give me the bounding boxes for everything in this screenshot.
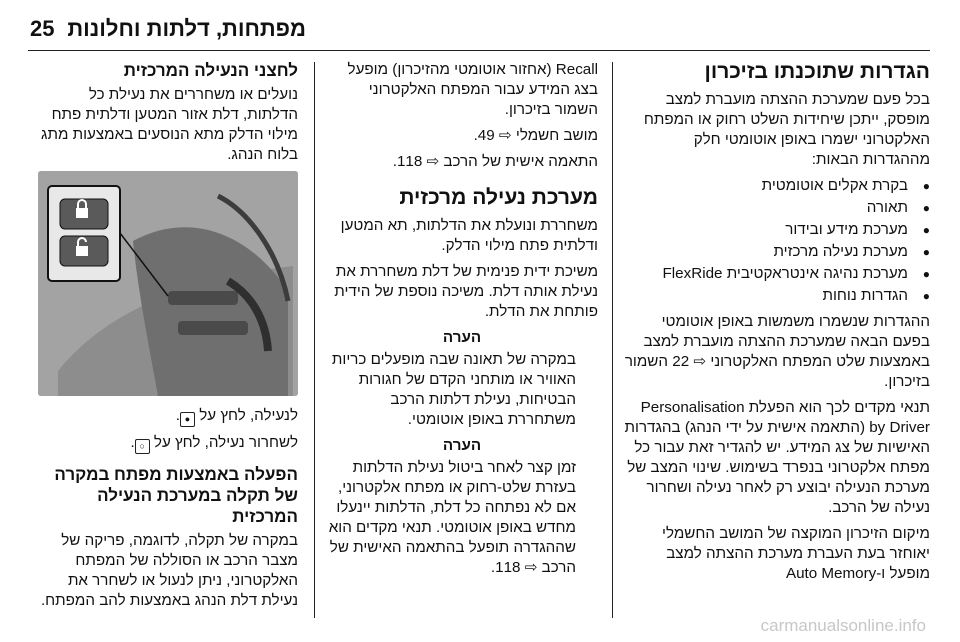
list-item: ● תאורה	[624, 198, 930, 218]
paragraph: במקרה של תקלה, לדוגמה, פריקה של מצבר הרכב או הסוללה של המפתח האלקטרוני, ניתן לנעול או לשחרר את נעילת דלת הנהג באמצעות להב המפתח.	[40, 532, 298, 609]
note-text: זמן קצר לאחר ביטול נעילת הדלתות בעזרת שלט-רחוק או מפתח אלקטרוני, אם לא נפתחה כל דלת, הדלתות יינעלו מחדש באופן אוטומטי. תנאי מקדים הוא שההגדרה תופעל בהתאמה האישית של הרכב ⇨ 118.	[328, 459, 576, 576]
paragraph: נועלים או משחררים את נעילת כל הדלתות, דלת אזור המטען ודלתית פתח מילוי הדלק מתא הנוסעים באמצעות מתג בלוח הנהג.	[41, 86, 298, 163]
unlock-icon: ○	[135, 439, 150, 454]
section-heading-central-locking: מערכת נעילה מרכזית	[399, 186, 598, 209]
column-stored-settings	[624, 60, 930, 590]
section-heading-locking-buttons: לחצני הנעילה המרכזית	[123, 61, 298, 80]
list-item: ● מערכת נהיגה אינטראקטיבית FlexRide	[624, 264, 930, 284]
section-heading-key-operation: הפעלה באמצעות מפתח במקרה של תקלה במערכת הנעילה המרכזית	[54, 465, 298, 526]
note-title: הערה	[442, 437, 482, 454]
column-central-locking	[326, 60, 598, 584]
column-locking-buttons	[30, 60, 298, 617]
door-panel-drawing	[38, 171, 298, 396]
paragraph: בכל פעם שמערכת ההצתה מועברת למצב מופסק, ייתכן שיחידות השלט רחוק או המפתח האלקטרוני ישמרו באופן אוטומטי חלק מההגדרות הבאות:	[643, 91, 930, 168]
door-switch-illustration	[38, 171, 298, 396]
cross-reference: מושב חשמלי ⇨ 49.	[473, 127, 598, 144]
page-title: מפתחות, דלתות וחלונות	[67, 16, 306, 41]
paragraph: משחררת ונועלת את הדלתות, תא המטען ודלתית פתח מילוי הדלק.	[340, 217, 598, 254]
page-header	[0, 0, 960, 56]
lock-instruction: לנעילה, לחץ על ●.	[30, 406, 298, 427]
page-number: 25	[30, 16, 55, 41]
section-heading-stored-settings: הגדרות שתוכנתו בזיכרון	[704, 60, 930, 83]
settings-list	[624, 176, 930, 306]
paragraph: תנאי מקדים לכך הוא הפעלת Personalisation by Driver (התאמה אישית על ידי הנהג) בהגדרות האישיות של צג המידע. יש להגדיר זאת עבור כל מפתח אלקטרוני בנפרד בשימוש. שינוי המצב של מערכת הנעילה יבוצע רק לאחר נעילה ושחרור נעילה של הרכב.	[624, 399, 930, 516]
paragraph: מיקום הזיכרון המוקצה של המושב החשמלי יאוחזר בעת העברת מערכת ההצתה למצב מופעל ו-Auto Memory	[662, 525, 930, 582]
column-divider-left	[314, 62, 315, 618]
list-item: ● הגדרות נוחות	[624, 286, 930, 306]
list-item: ● מערכת נעילה מרכזית	[624, 242, 930, 262]
watermark: carmanualsonline.info	[760, 616, 926, 635]
list-item: ● בקרת אקלים אוטומטית	[624, 176, 930, 196]
paragraph: Recall (אחזור אוטומטי מהזיכרון) מופעל בצג המידע עבור המפתח האלקטרוני השמור בזיכרון.	[347, 61, 598, 118]
cross-reference: התאמה אישית של הרכב ⇨ 118.	[392, 153, 598, 170]
paragraph: ההגדרות שנשמרו משמשות באופן אוטומטי בפעם הבאה שמערכת ההצתה מועברת למצב באמצעות שלט המפתח האלקטרוני ⇨ 22 השמור בזיכרון.	[624, 313, 930, 390]
lock-icon: ●	[180, 412, 195, 427]
paragraph: משיכת ידית פנימית של דלת משחררת את נעילת אותה דלת. משיכה נוספת של הידית פותחת את הדלת.	[334, 263, 598, 320]
note-text: במקרה של תאונה שבה מופעלים כריות האוויר או מותחני הקדם של חגורות הבטיחות, נעילת דלתות הרכב משתחררת באופן אוטומטי.	[331, 351, 576, 428]
unlock-instruction: לשחרור נעילה, לחץ על ○.	[30, 433, 298, 454]
header-rule	[28, 50, 930, 51]
list-item: ● מערכת מידע ובידור	[624, 220, 930, 240]
note-title: הערה	[442, 329, 482, 346]
column-divider-right	[612, 62, 613, 618]
